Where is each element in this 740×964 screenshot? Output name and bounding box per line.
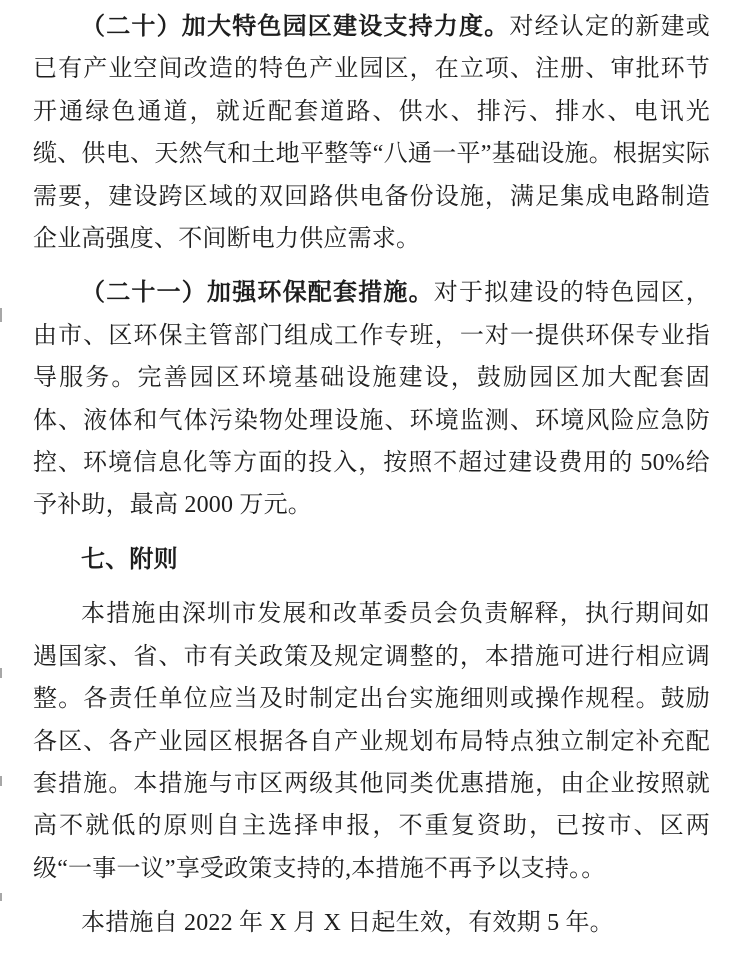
supplementary-provisions-text: 本措施由深圳市发展和改革委员会负责解释，执行期间如遇国家、省、市有关政策及规定调整的，本措施可进行相应调整。各责任单位应当及时制定出台实施细则或操作规程。鼓励各区、各产业园区根据各自产业规划布局特点独立制定补充配套措施。本措施与市区两级其他同类优惠措施，由企业按照就高不就低的原则自主选择申报，不重复资助，已按市、区两级“一事一议”享受政策支持的,本措施不再予以支持。。 <box>33 601 710 882</box>
scan-speck <box>0 893 2 901</box>
clause-20-body-text: 对经认定的新建或已有产业空间改造的特色产业园区，在立项、注册、审批环节开通绿色通道，就近配套道路、供水、排污、排水、电讯光缆、供电、天然气和土地平整等“八通一平”基础设施。根据实际需要，建设跨区域的双回路供电备份设施，满足集成电路制造企业高强度、不间断电力供应需求。 <box>33 14 710 253</box>
paragraph-clause-21 <box>33 272 710 526</box>
paragraph-effective-date <box>33 902 710 944</box>
clause-21-body-text: 对于拟建设的特色园区，由市、区环保主管部门组成工作专班，一对一提供环保专业指导服务。完善园区环境基础设施建设，鼓励园区加大配套固体、液体和气体污染物处理设施、环境监测、环境风险应急防控、环境信息化等方面的投入，按照不超过建设费用的 50%给予补助，最高 2000 万元。 <box>33 280 710 519</box>
paragraph-supplementary-provisions <box>33 593 710 890</box>
scan-speck <box>0 668 2 678</box>
paragraph-section-7-heading <box>33 539 710 581</box>
effective-date-text: 本措施自 2022 年 X 月 X 日起生效，有效期 5 年。 <box>81 910 614 937</box>
scan-speck <box>0 308 2 322</box>
section-7-heading-text: 七、附则 <box>81 546 178 573</box>
clause-20-heading: （二十）加大特色园区建设支持力度。 <box>81 14 510 40</box>
paragraph-clause-20 <box>33 6 710 260</box>
clause-21-heading: （二十一）加强环保配套措施。 <box>81 280 434 307</box>
scan-speck <box>0 776 2 786</box>
